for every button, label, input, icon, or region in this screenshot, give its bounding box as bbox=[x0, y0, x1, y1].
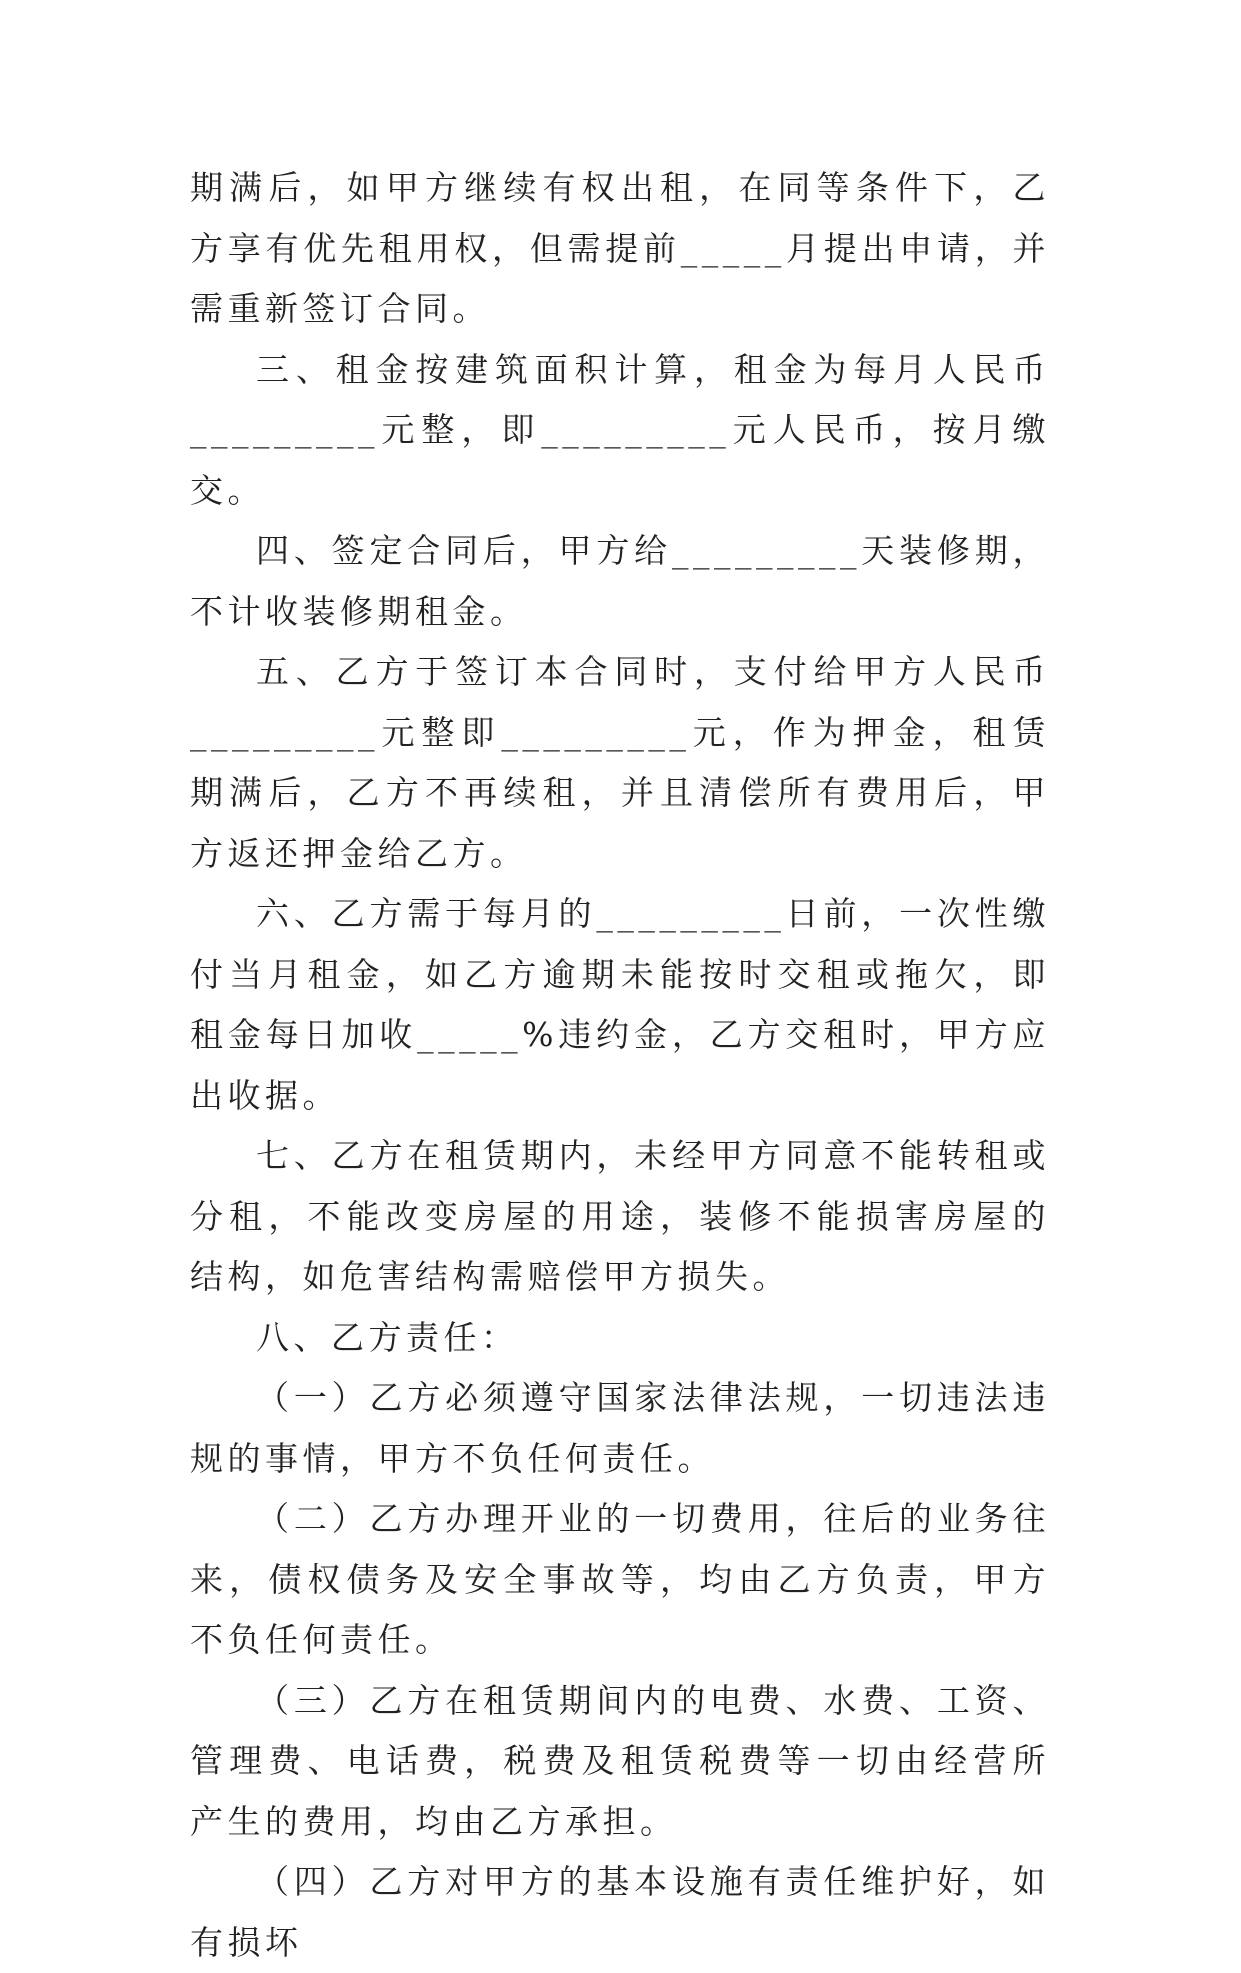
paragraph-clause-8-item-4: （四）乙方对甲方的基本设施有责任维护好，如有损坏 bbox=[190, 1862, 1050, 1962]
paragraph-clause-8-heading: 八、乙方责任： bbox=[256, 1317, 519, 1357]
paragraph-clause-8-item-2: （二）乙方办理开业的一切费用，往后的业务往来，债权债务及安全事故等，均由乙方负责，甲方不负任何责任。 bbox=[190, 1499, 1050, 1659]
paragraph-lease-renewal: 期满后，如甲方继续有权出租，在同等条件下，乙方享有优先租用权，但需提前_____月提出申请，并需重新签订合同。 bbox=[190, 168, 1050, 328]
paragraph-clause-7-sublease: 七、乙方在租赁期内，未经甲方同意不能转租或分租，不能改变房屋的用途，装修不能损害房屋的结构，如危害结构需赔偿甲方损失。 bbox=[190, 1136, 1050, 1296]
paragraph-clause-6-payment: 六、乙方需于每月的_________日前，一次性缴付当月租金，如乙方逾期未能按时交租或拖欠，即租金每日加收_____%违约金，乙方交租时，甲方应出收据。 bbox=[190, 894, 1050, 1115]
document-body bbox=[190, 158, 1050, 1973]
paragraph-clause-5-deposit: 五、乙方于签订本合同时，支付给甲方人民币_________元整即_________元，作为押金，租赁期满后，乙方不再续租，并且清偿所有费用后，甲方返还押金给乙方。 bbox=[190, 652, 1050, 873]
paragraph-clause-3-rent: 三、租金按建筑面积计算，租金为每月人民币_________元整，即_________元人民币，按月缴交。 bbox=[190, 349, 1050, 510]
paragraph-clause-8-item-3: （三）乙方在租赁期间内的电费、水费、工资、管理费、电话费，税费及租赁税费等一切由经营所产生的费用，均由乙方承担。 bbox=[190, 1680, 1050, 1841]
paragraph-clause-4-renovation: 四、签定合同后，甲方给_________天装修期，不计收装修期租金。 bbox=[190, 531, 1050, 631]
paragraph-clause-8-item-1: （一）乙方必须遵守国家法律法规，一切违法违规的事情，甲方不负任何责任。 bbox=[190, 1378, 1050, 1478]
